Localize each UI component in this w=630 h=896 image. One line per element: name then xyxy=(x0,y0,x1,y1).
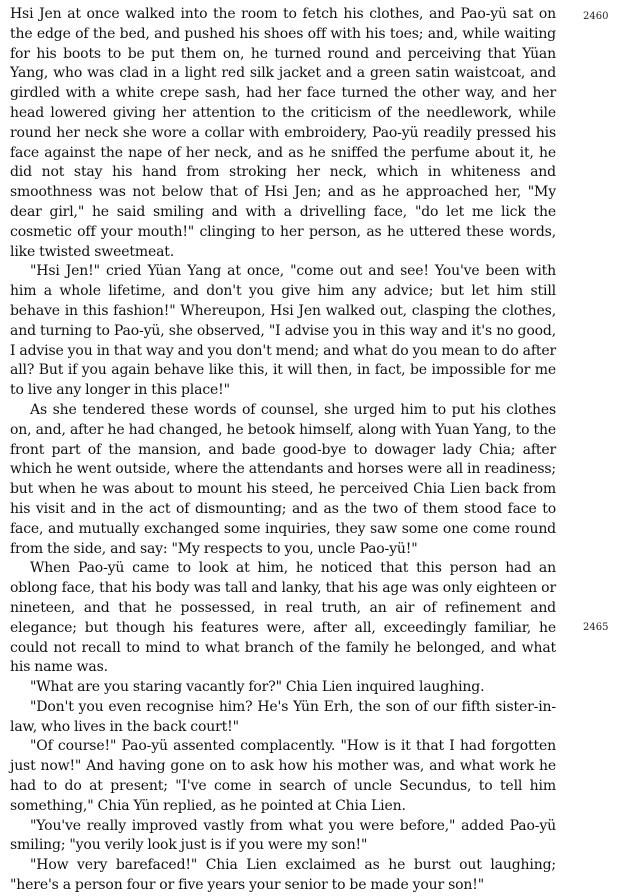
paragraph-4: When Pao-yü came to look at him, he noticed that this person had an oblong face, that his body was tall and lanky, that his age was only eighteen or nineteen, and that he possessed, in real truth, an air of refinement and elegance; but though his features were, after all, exceedingly familiar, he could not recall to mind to what branch of the family he belonged, and what his name was. xyxy=(10,560,556,676)
line-number-2460: 2460 xyxy=(583,11,609,22)
line-number-2465: 2465 xyxy=(583,622,609,633)
paragraph-8: "You've really improved vastly from what you were before," added Pao-yü smiling; "you verily look just is if you were my son!" xyxy=(10,817,556,854)
paragraph-1: Hsi Jen at once walked into the room to fetch his clothes, and Pao-yü sat on the edge of the bed, and pushed his shoes off with his toes; and, while waiting for his boots to be put them on, he turned round and perceiving that Yüan Yang, who was clad in a light red silk jacket and a green satin waistcoat, and girdled with a white crepe sash, had her face turned the other way, and her head lowered giving her attention to the criticism of the needlework, while round her neck she wore a collar with embroidery, Pao-yü readily pressed his face against the nape of her neck, and as he sniffed the perfume about it, he did not stay his hand from stroking her neck, which in whiteness and smoothness was not below that of Hsi Jen; and as he approached her, "My dear girl," he said smiling and with a drivelling face, "do let me lick the cosmetic off your mouth!" clinging to her person, as he uttered these words, like twisted sweetmeat. xyxy=(10,6,556,260)
paragraph-6: "Don't you even recognise him? He's Yün Erh, the son of our fifth sister-in-law, who lives in the back court!" xyxy=(10,698,556,735)
paragraph-2: "Hsi Jen!" cried Yüan Yang at once, "come out and see! You've been with him a whole lifetime, and don't you give him any advice; but let him still behave in this fashion!" Whereupon, Hsi Jen walked out, clasping the clothes, and turning to Pao-yü, she observed, "I advise you in this way and it's no good, I advise you in that way and you don't mend; and what do you mean to do after all? But if you again behave like this, it will then, in fact, be impossible for me to live any longer in this place!" xyxy=(10,263,556,399)
body-text xyxy=(10,5,556,896)
paragraph-3: As she tendered these words of counsel, she urged him to put his clothes on, and, after he had changed, he betook himself, along with Yuan Yang, to the front part of the mansion, and bade good-bye to dowager lady Chia; after which he went outside, where the attendants and horses were all in readiness; but when he was about to mount his steed, he perceived Chia Lien back from his visit and in the act of dismounting; and as the two of them stood face to face, and mutually exchanged some inquiries, they saw some one come round from the side, and say: "My respects to you, uncle Pao-yü!" xyxy=(10,401,556,557)
paragraph-7: "Of course!" Pao-yü assented complacently. "How is it that I had forgotten just now!" And having gone on to ask how his mother was, and what work he had to do at present; "I've come in search of uncle Secundus, to tell him something," Chia Yün replied, as he pointed at Chia Lien. xyxy=(10,738,556,814)
paragraph-9: "How very barefaced!" Chia Lien exclaimed as he burst out laughing; "here's a person four or five years your senior to be made your son!" xyxy=(10,857,556,894)
paragraph-5: "What are you staring vacantly for?" Chia Lien inquired laughing. xyxy=(30,679,485,696)
